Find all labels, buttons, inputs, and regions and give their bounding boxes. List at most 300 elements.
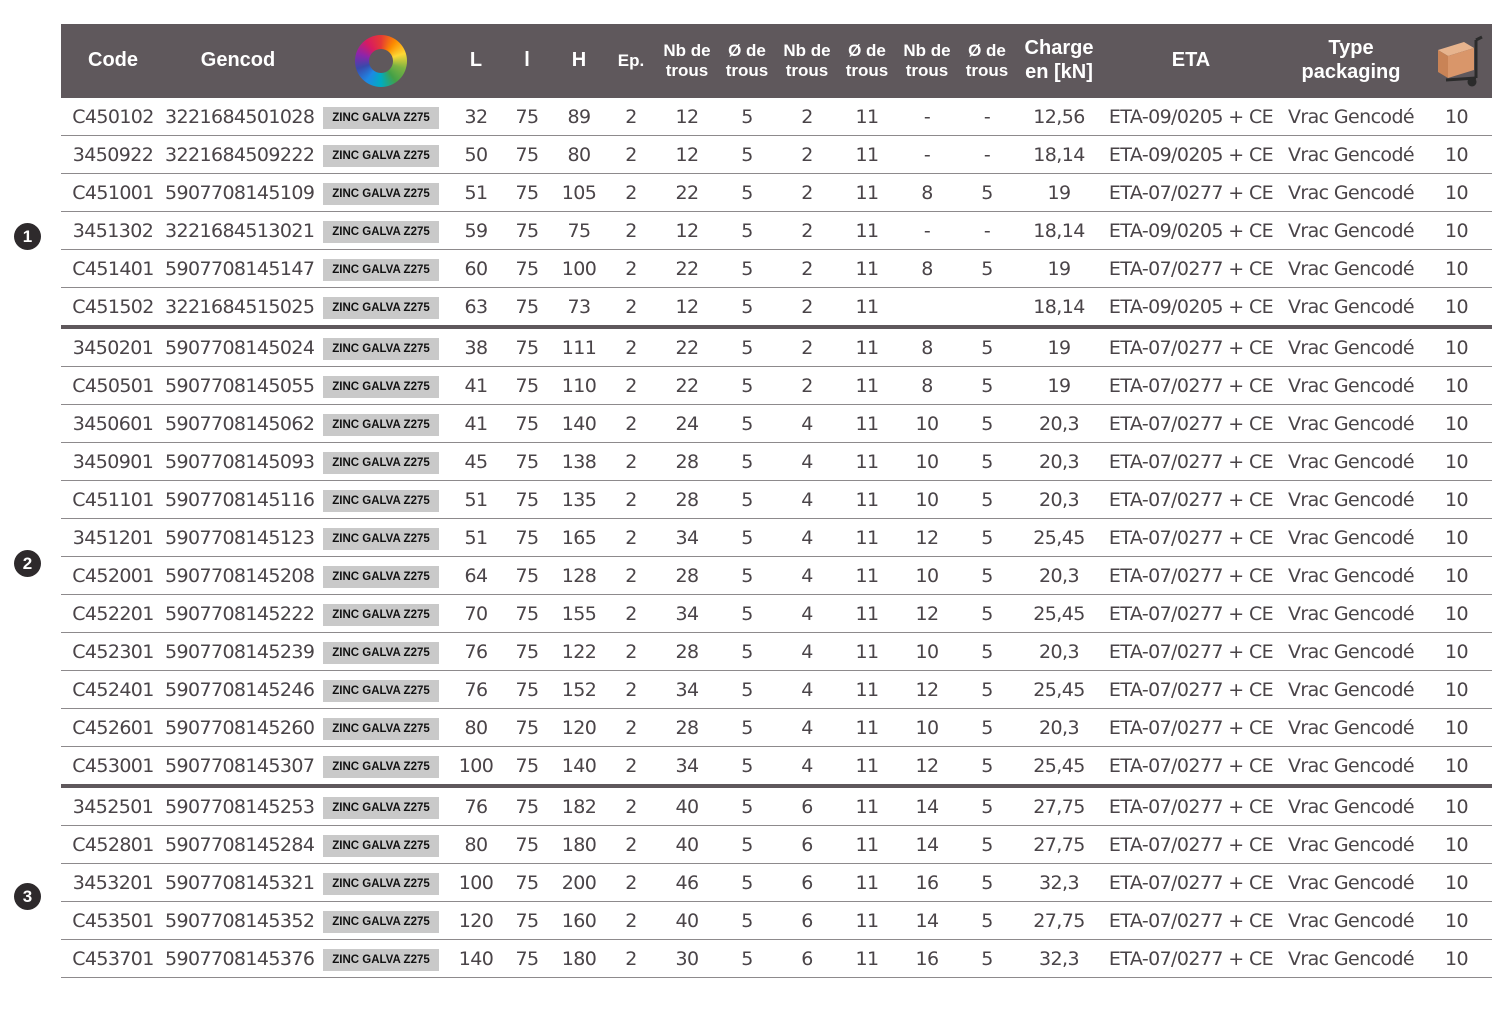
cell-hole-diameter-3: 5 — [957, 747, 1017, 787]
cell-height: 180 — [553, 940, 605, 978]
col-header-hole-diameter-2 — [837, 24, 897, 98]
cell-finish — [311, 826, 451, 864]
cell-packaging: Vrac Gencodé — [1281, 633, 1421, 671]
table-row — [61, 747, 1492, 787]
material-badge: ZINC GALVA Z275 — [323, 259, 439, 281]
cell-hole-diameter-1: 5 — [717, 136, 777, 174]
cell-holes-count-3: 12 — [897, 595, 957, 633]
cell-holes-count-1: 28 — [657, 709, 717, 747]
cell-packaging: Vrac Gencodé — [1281, 595, 1421, 633]
cell-holes-count-2: 2 — [777, 250, 837, 288]
cell-hole-diameter-1: 5 — [717, 481, 777, 519]
header-line: trous — [785, 61, 829, 80]
cell-height: 138 — [553, 443, 605, 481]
cell-thickness: 2 — [605, 98, 657, 136]
cell-eta: ETA-07/0277 + CE — [1101, 940, 1281, 978]
cell-eta: ETA-09/0205 + CE — [1101, 136, 1281, 174]
cell-thickness: 2 — [605, 250, 657, 288]
cell-load: 25,45 — [1017, 671, 1101, 709]
cell-packaging: Vrac Gencodé — [1281, 864, 1421, 902]
cell-packaging: Vrac Gencodé — [1281, 519, 1421, 557]
cell-hole-diameter-1: 5 — [717, 864, 777, 902]
cell-hole-diameter-1: 5 — [717, 709, 777, 747]
table-row — [61, 595, 1492, 633]
cell-load: 19 — [1017, 327, 1101, 367]
cell-holes-count-2: 2 — [777, 288, 837, 328]
header-line: trous — [665, 61, 709, 80]
cell-load: 20,3 — [1017, 557, 1101, 595]
cell-eta: ETA-07/0277 + CE — [1101, 519, 1281, 557]
cell-load: 27,75 — [1017, 826, 1101, 864]
cell-quantity: 10 — [1421, 595, 1492, 633]
cell-hole-diameter-3: 5 — [957, 174, 1017, 212]
cell-code: C451101 — [61, 481, 165, 519]
cell-load: 19 — [1017, 174, 1101, 212]
cell-quantity: 10 — [1421, 327, 1492, 367]
cell-hole-diameter-3: 5 — [957, 327, 1017, 367]
cell-load: 32,3 — [1017, 940, 1101, 978]
cell-hole-diameter-3: 5 — [957, 633, 1017, 671]
cell-height: 75 — [553, 212, 605, 250]
cell-hole-diameter-2: 11 — [837, 671, 897, 709]
header-line: Ø de — [968, 40, 1006, 60]
cell-code: C452001 — [61, 557, 165, 595]
header-line: Nb de — [783, 40, 831, 60]
col-header-quantity — [1421, 24, 1492, 98]
cell-gencod: 5907708145147 — [165, 250, 311, 288]
cell-load: 12,56 — [1017, 98, 1101, 136]
cell-holes-count-1: 22 — [657, 174, 717, 212]
cell-quantity: 10 — [1421, 709, 1492, 747]
cell-holes-count-2: 4 — [777, 481, 837, 519]
cell-holes-count-1: 40 — [657, 826, 717, 864]
cell-thickness: 2 — [605, 443, 657, 481]
header-line: trous — [725, 61, 769, 80]
table-row — [61, 367, 1492, 405]
cell-width: 75 — [501, 136, 553, 174]
cell-load: 25,45 — [1017, 519, 1101, 557]
table-row — [61, 443, 1492, 481]
cell-holes-count-3: 10 — [897, 481, 957, 519]
material-badge: ZINC GALVA Z275 — [323, 911, 439, 933]
material-badge: ZINC GALVA Z275 — [323, 718, 439, 740]
cell-gencod: 5907708145055 — [165, 367, 311, 405]
cell-holes-count-2: 4 — [777, 747, 837, 787]
cell-load: 20,3 — [1017, 481, 1101, 519]
cell-gencod: 3221684501028 — [165, 98, 311, 136]
cell-thickness: 2 — [605, 595, 657, 633]
cell-holes-count-1: 28 — [657, 443, 717, 481]
table-row — [61, 557, 1492, 595]
cell-height: 80 — [553, 136, 605, 174]
cell-code: 3451201 — [61, 519, 165, 557]
cell-gencod: 5907708145246 — [165, 671, 311, 709]
col-header-packaging — [1281, 24, 1421, 98]
table-row — [61, 174, 1492, 212]
cell-packaging: Vrac Gencodé — [1281, 443, 1421, 481]
cell-code: C451401 — [61, 250, 165, 288]
cell-height: 100 — [553, 250, 605, 288]
cell-holes-count-2: 4 — [777, 595, 837, 633]
cell-width: 75 — [501, 327, 553, 367]
cell-gencod: 5907708145024 — [165, 327, 311, 367]
material-badge: ZINC GALVA Z275 — [323, 756, 439, 778]
cell-gencod: 5907708145093 — [165, 443, 311, 481]
cell-hole-diameter-3: 5 — [957, 864, 1017, 902]
table-row — [61, 709, 1492, 747]
cell-height: 165 — [553, 519, 605, 557]
cell-holes-count-2: 2 — [777, 136, 837, 174]
header-line: en [kN] — [1025, 61, 1093, 83]
material-badge: ZINC GALVA Z275 — [323, 528, 439, 550]
header-line: Charge — [1024, 37, 1094, 60]
cell-holes-count-2: 6 — [777, 940, 837, 978]
cell-packaging: Vrac Gencodé — [1281, 786, 1421, 826]
color-wheel-icon — [355, 35, 407, 87]
cell-height: 110 — [553, 367, 605, 405]
header-line: trous — [965, 61, 1009, 80]
cell-packaging: Vrac Gencodé — [1281, 250, 1421, 288]
cell-code: C452401 — [61, 671, 165, 709]
table-row — [61, 940, 1492, 978]
cell-width: 75 — [501, 595, 553, 633]
cell-eta: ETA-07/0277 + CE — [1101, 327, 1281, 367]
cell-hole-diameter-3: 5 — [957, 519, 1017, 557]
cell-height: 200 — [553, 864, 605, 902]
material-badge: ZINC GALVA Z275 — [323, 642, 439, 664]
group-marker-1: 1 — [14, 223, 41, 250]
cell-finish — [311, 747, 451, 787]
cell-length: 100 — [451, 747, 501, 787]
cell-finish — [311, 443, 451, 481]
header-line: Nb de — [903, 40, 951, 60]
table-row — [61, 327, 1492, 367]
cell-finish — [311, 405, 451, 443]
cell-holes-count-2: 2 — [777, 212, 837, 250]
cell-eta: ETA-07/0277 + CE — [1101, 443, 1281, 481]
cell-eta: ETA-07/0277 + CE — [1101, 864, 1281, 902]
table-row — [61, 519, 1492, 557]
cell-hole-diameter-1: 5 — [717, 671, 777, 709]
cell-eta: ETA-07/0277 + CE — [1101, 709, 1281, 747]
cell-eta: ETA-07/0277 + CE — [1101, 633, 1281, 671]
cell-hole-diameter-3: 5 — [957, 367, 1017, 405]
cell-width: 75 — [501, 557, 553, 595]
cell-hole-diameter-2: 11 — [837, 864, 897, 902]
cell-quantity: 10 — [1421, 864, 1492, 902]
cell-thickness: 2 — [605, 747, 657, 787]
cell-holes-count-3: 14 — [897, 786, 957, 826]
header-line: Ø de — [848, 40, 886, 60]
cell-height: 111 — [553, 327, 605, 367]
col-header-holes-count-3 — [897, 24, 957, 98]
cell-hole-diameter-2: 11 — [837, 136, 897, 174]
cell-quantity: 10 — [1421, 633, 1492, 671]
cell-holes-count-3: 16 — [897, 940, 957, 978]
cell-packaging: Vrac Gencodé — [1281, 327, 1421, 367]
cell-eta: ETA-09/0205 + CE — [1101, 212, 1281, 250]
cell-quantity: 10 — [1421, 747, 1492, 787]
cell-length: 100 — [451, 864, 501, 902]
cell-holes-count-2: 6 — [777, 826, 837, 864]
col-header-load — [1017, 24, 1101, 98]
cell-finish — [311, 595, 451, 633]
cell-hole-diameter-2: 11 — [837, 174, 897, 212]
cell-eta: ETA-07/0277 + CE — [1101, 405, 1281, 443]
cell-code: 3450922 — [61, 136, 165, 174]
table-row — [61, 98, 1492, 136]
cell-thickness: 2 — [605, 481, 657, 519]
cell-gencod: 5907708145123 — [165, 519, 311, 557]
cell-gencod: 5907708145352 — [165, 902, 311, 940]
cell-eta: ETA-07/0277 + CE — [1101, 250, 1281, 288]
cell-holes-count-3: 8 — [897, 327, 957, 367]
table-row — [61, 902, 1492, 940]
cell-holes-count-3: - — [897, 212, 957, 250]
cell-thickness: 2 — [605, 367, 657, 405]
cell-thickness: 2 — [605, 174, 657, 212]
cell-thickness: 2 — [605, 212, 657, 250]
cell-holes-count-2: 6 — [777, 864, 837, 902]
material-badge: ZINC GALVA Z275 — [323, 949, 439, 971]
material-badge: ZINC GALVA Z275 — [323, 221, 439, 243]
cell-code: C451502 — [61, 288, 165, 328]
cell-length: 41 — [451, 367, 501, 405]
cell-length: 64 — [451, 557, 501, 595]
cell-code: C452601 — [61, 709, 165, 747]
cell-quantity: 10 — [1421, 174, 1492, 212]
cell-code: C453001 — [61, 747, 165, 787]
cell-holes-count-3: 10 — [897, 443, 957, 481]
cell-holes-count-3: 8 — [897, 367, 957, 405]
cell-height: 180 — [553, 826, 605, 864]
material-badge: ZINC GALVA Z275 — [323, 107, 439, 129]
cell-quantity: 10 — [1421, 786, 1492, 826]
cell-height: 89 — [553, 98, 605, 136]
cell-eta: ETA-07/0277 + CE — [1101, 671, 1281, 709]
cell-eta: ETA-07/0277 + CE — [1101, 826, 1281, 864]
cell-width: 75 — [501, 405, 553, 443]
cell-eta: ETA-07/0277 + CE — [1101, 367, 1281, 405]
cell-holes-count-2: 2 — [777, 327, 837, 367]
cell-hole-diameter-1: 5 — [717, 747, 777, 787]
col-header-width: l — [524, 49, 530, 72]
cell-holes-count-3: 10 — [897, 633, 957, 671]
cell-holes-count-1: 28 — [657, 633, 717, 671]
cell-length: 120 — [451, 902, 501, 940]
cell-hole-diameter-3: 5 — [957, 940, 1017, 978]
cell-packaging: Vrac Gencodé — [1281, 174, 1421, 212]
header-line: Type — [1328, 37, 1374, 60]
cell-length: 140 — [451, 940, 501, 978]
cell-load: 19 — [1017, 250, 1101, 288]
cell-length: 51 — [451, 481, 501, 519]
cell-holes-count-3: 12 — [897, 519, 957, 557]
cell-hole-diameter-2: 11 — [837, 557, 897, 595]
cell-quantity: 10 — [1421, 940, 1492, 978]
cell-hole-diameter-2: 11 — [837, 212, 897, 250]
cell-eta: ETA-07/0277 + CE — [1101, 902, 1281, 940]
cell-length: 70 — [451, 595, 501, 633]
cell-height: 140 — [553, 747, 605, 787]
table-row — [61, 864, 1492, 902]
cell-holes-count-1: 34 — [657, 595, 717, 633]
cell-hole-diameter-1: 5 — [717, 940, 777, 978]
cell-hole-diameter-1: 5 — [717, 405, 777, 443]
cell-hole-diameter-2: 11 — [837, 747, 897, 787]
header-row — [61, 24, 1492, 98]
col-header-eta: ETA — [1171, 49, 1211, 72]
cell-holes-count-1: 34 — [657, 671, 717, 709]
cell-holes-count-2: 4 — [777, 405, 837, 443]
col-header-gencod: Gencod — [200, 49, 276, 72]
cell-eta: ETA-09/0205 + CE — [1101, 98, 1281, 136]
cell-height: 182 — [553, 786, 605, 826]
cell-load: 20,3 — [1017, 709, 1101, 747]
cell-holes-count-1: 22 — [657, 250, 717, 288]
group-marker-2: 2 — [14, 550, 41, 577]
cell-holes-count-3: 10 — [897, 557, 957, 595]
cell-hole-diameter-3: 5 — [957, 595, 1017, 633]
cell-hole-diameter-1: 5 — [717, 519, 777, 557]
cell-holes-count-2: 4 — [777, 443, 837, 481]
cell-finish — [311, 481, 451, 519]
cell-gencod: 5907708145109 — [165, 174, 311, 212]
cell-length: 80 — [451, 709, 501, 747]
col-header-holes-count-1 — [657, 24, 717, 98]
cell-holes-count-3: 10 — [897, 709, 957, 747]
cell-quantity: 10 — [1421, 826, 1492, 864]
cell-hole-diameter-2: 11 — [837, 250, 897, 288]
cell-hole-diameter-1: 5 — [717, 902, 777, 940]
cell-length: 45 — [451, 443, 501, 481]
cell-holes-count-2: 2 — [777, 367, 837, 405]
cell-holes-count-1: 46 — [657, 864, 717, 902]
cell-hole-diameter-3: - — [957, 98, 1017, 136]
cell-load: 20,3 — [1017, 405, 1101, 443]
cell-holes-count-1: 22 — [657, 367, 717, 405]
cell-hole-diameter-1: 5 — [717, 633, 777, 671]
cell-hole-diameter-2: 11 — [837, 98, 897, 136]
cell-code: C452201 — [61, 595, 165, 633]
cell-hole-diameter-2: 11 — [837, 940, 897, 978]
cell-width: 75 — [501, 902, 553, 940]
cell-holes-count-1: 12 — [657, 136, 717, 174]
header-line: packaging — [1301, 61, 1401, 83]
cell-gencod: 5907708145376 — [165, 940, 311, 978]
cell-eta: ETA-07/0277 + CE — [1101, 786, 1281, 826]
cell-thickness: 2 — [605, 826, 657, 864]
cell-finish — [311, 288, 451, 328]
cell-hole-diameter-2: 11 — [837, 481, 897, 519]
cell-thickness: 2 — [605, 786, 657, 826]
cell-width: 75 — [501, 786, 553, 826]
cell-hole-diameter-3: 5 — [957, 671, 1017, 709]
cell-quantity: 10 — [1421, 519, 1492, 557]
cell-hole-diameter-1: 5 — [717, 250, 777, 288]
cell-thickness: 2 — [605, 940, 657, 978]
cell-hole-diameter-3: 5 — [957, 902, 1017, 940]
cell-length: 38 — [451, 327, 501, 367]
header-line: Ø de — [728, 40, 766, 60]
cell-holes-count-1: 12 — [657, 98, 717, 136]
cell-holes-count-1: 12 — [657, 212, 717, 250]
cell-hole-diameter-3: 5 — [957, 709, 1017, 747]
cell-gencod: 5907708145116 — [165, 481, 311, 519]
cell-load: 20,3 — [1017, 633, 1101, 671]
cell-gencod: 3221684513021 — [165, 212, 311, 250]
cell-finish — [311, 367, 451, 405]
cell-thickness: 2 — [605, 671, 657, 709]
cell-gencod: 5907708145307 — [165, 747, 311, 787]
cell-holes-count-3: 8 — [897, 250, 957, 288]
material-badge: ZINC GALVA Z275 — [323, 835, 439, 857]
cell-finish — [311, 250, 451, 288]
cell-packaging: Vrac Gencodé — [1281, 826, 1421, 864]
table-row — [61, 633, 1492, 671]
col-header-thickness: Ep. — [617, 50, 645, 70]
cell-finish — [311, 212, 451, 250]
cell-packaging: Vrac Gencodé — [1281, 481, 1421, 519]
cell-finish — [311, 519, 451, 557]
cell-width: 75 — [501, 443, 553, 481]
cell-holes-count-2: 2 — [777, 174, 837, 212]
cell-height: 140 — [553, 405, 605, 443]
material-badge: ZINC GALVA Z275 — [323, 566, 439, 588]
material-badge: ZINC GALVA Z275 — [323, 297, 439, 319]
cell-holes-count-2: 4 — [777, 709, 837, 747]
cell-load: 18,14 — [1017, 288, 1101, 328]
cell-holes-count-2: 4 — [777, 671, 837, 709]
cell-packaging: Vrac Gencodé — [1281, 136, 1421, 174]
cell-hole-diameter-2: 11 — [837, 367, 897, 405]
material-badge: ZINC GALVA Z275 — [323, 490, 439, 512]
cell-hole-diameter-3: 5 — [957, 405, 1017, 443]
cell-packaging: Vrac Gencodé — [1281, 98, 1421, 136]
cell-hole-diameter-2: 11 — [837, 826, 897, 864]
cell-thickness: 2 — [605, 557, 657, 595]
cell-thickness: 2 — [605, 327, 657, 367]
cell-hole-diameter-2: 11 — [837, 288, 897, 328]
cell-eta: ETA-07/0277 + CE — [1101, 595, 1281, 633]
cell-height: 155 — [553, 595, 605, 633]
cell-hole-diameter-3: 5 — [957, 786, 1017, 826]
cell-packaging: Vrac Gencodé — [1281, 288, 1421, 328]
cell-length: 63 — [451, 288, 501, 328]
group-marker-3: 3 — [14, 883, 41, 910]
cell-thickness: 2 — [605, 709, 657, 747]
cell-height: 152 — [553, 671, 605, 709]
header-line: Nb de — [663, 40, 711, 60]
table-row — [61, 136, 1492, 174]
col-header-height: H — [571, 49, 587, 72]
cell-holes-count-3: 12 — [897, 747, 957, 787]
table-row — [61, 405, 1492, 443]
cell-width: 75 — [501, 519, 553, 557]
cell-load: 19 — [1017, 367, 1101, 405]
cell-length: 60 — [451, 250, 501, 288]
cell-finish — [311, 174, 451, 212]
cell-hole-diameter-1: 5 — [717, 174, 777, 212]
cell-code: C453501 — [61, 902, 165, 940]
cell-height: 105 — [553, 174, 605, 212]
cell-thickness: 2 — [605, 902, 657, 940]
cell-eta: ETA-07/0277 + CE — [1101, 481, 1281, 519]
cell-hole-diameter-2: 11 — [837, 709, 897, 747]
cell-quantity: 10 — [1421, 481, 1492, 519]
cell-packaging: Vrac Gencodé — [1281, 367, 1421, 405]
cell-eta: ETA-09/0205 + CE — [1101, 288, 1281, 328]
